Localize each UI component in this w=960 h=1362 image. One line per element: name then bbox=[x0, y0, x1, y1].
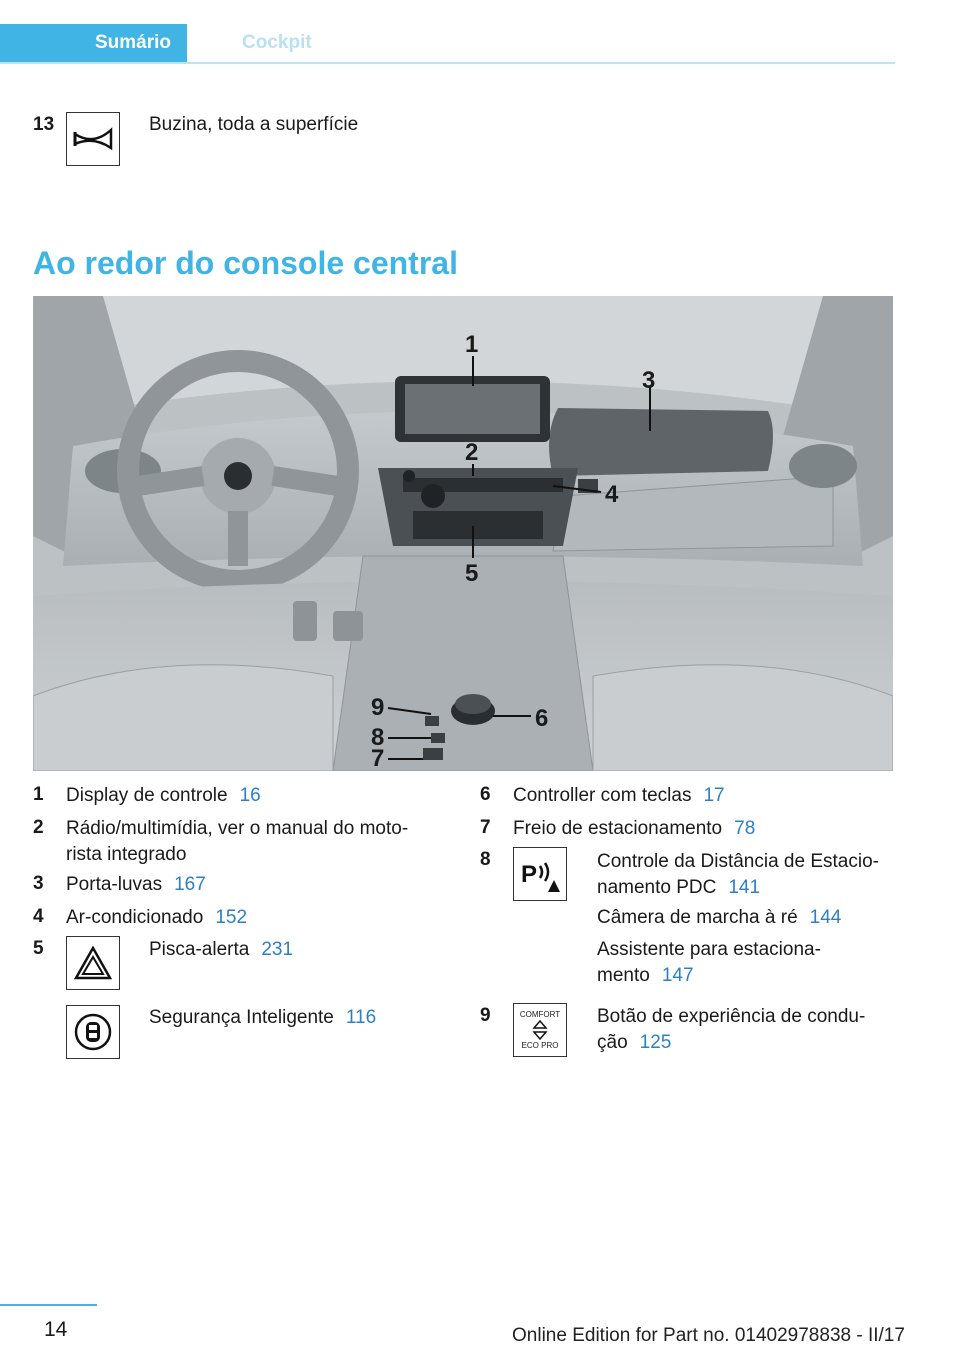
legend-item-8c bbox=[597, 937, 821, 989]
item-number: 4 bbox=[33, 906, 44, 927]
item-number: 2 bbox=[33, 817, 44, 838]
callout-9: 9 bbox=[371, 694, 385, 721]
callout-1: 1 bbox=[465, 331, 479, 358]
legend-text: Rádio/multimídia, ver o manual do moto- bbox=[66, 818, 409, 839]
item-number: 5 bbox=[33, 938, 44, 959]
legend-item-2 bbox=[66, 816, 408, 868]
item-number: 9 bbox=[480, 1005, 491, 1026]
item-number: 8 bbox=[480, 849, 491, 870]
legend-item-6 bbox=[513, 783, 725, 809]
driving-experience-switch-icon bbox=[513, 1003, 567, 1057]
page-link[interactable]: 147 bbox=[661, 965, 694, 986]
legend-text: Porta-luvas bbox=[66, 874, 163, 895]
page-link[interactable]: 231 bbox=[261, 939, 294, 960]
legend-text: Controle da Distância de Estacio- bbox=[597, 851, 879, 872]
legend-text: Pisca-alerta bbox=[149, 939, 250, 960]
legend-text: rista integrado bbox=[66, 844, 187, 865]
legend-item-5 bbox=[149, 937, 293, 963]
page-link[interactable]: 16 bbox=[239, 785, 261, 806]
legend-item-1 bbox=[66, 783, 261, 809]
page-link[interactable]: 167 bbox=[174, 874, 206, 895]
legend-text: Ar-condicionado bbox=[66, 907, 204, 928]
legend-text: Freio de estacionamento bbox=[513, 818, 723, 839]
legend-item-9 bbox=[597, 1004, 865, 1056]
park-distance-control-icon bbox=[513, 847, 567, 901]
page-link[interactable]: 144 bbox=[809, 907, 842, 928]
item-number: 1 bbox=[33, 784, 44, 805]
callout-8: 8 bbox=[371, 724, 385, 751]
legend-item-8a bbox=[597, 849, 879, 901]
callout-3: 3 bbox=[642, 367, 656, 394]
callout-5: 5 bbox=[465, 560, 479, 587]
page-link[interactable]: 78 bbox=[734, 818, 756, 839]
horn-icon bbox=[66, 112, 120, 166]
intelligent-safety-icon bbox=[66, 1005, 120, 1059]
tab-cockpit[interactable]: Cockpit bbox=[242, 32, 312, 53]
page-link[interactable]: 141 bbox=[728, 877, 761, 898]
svg-text:P: P bbox=[521, 861, 538, 888]
tab-sumario[interactable]: Sumário bbox=[0, 24, 187, 62]
section-title: Ao redor do console central bbox=[33, 245, 458, 281]
legend-item-8b bbox=[597, 905, 841, 931]
legend-item-5b bbox=[149, 1005, 376, 1031]
legend-text: Botão de experiência de condu- bbox=[597, 1006, 866, 1027]
legend-text: mento bbox=[597, 965, 650, 986]
page-link[interactable]: 17 bbox=[703, 785, 725, 806]
item-number: 7 bbox=[480, 817, 491, 838]
item-number: 13 bbox=[33, 114, 55, 135]
legend-text: ção bbox=[597, 1032, 628, 1053]
legend-item-4 bbox=[66, 905, 247, 931]
icon-label-ecopro: ECO PRO bbox=[521, 1041, 559, 1050]
callout-2: 2 bbox=[465, 439, 479, 466]
legend-item-3 bbox=[66, 872, 206, 898]
page-number: 14 bbox=[44, 1318, 68, 1341]
page-link[interactable]: 116 bbox=[345, 1007, 377, 1028]
legend-text: Controller com teclas bbox=[513, 785, 692, 806]
callout-4: 4 bbox=[605, 481, 619, 508]
legend-text: Câmera de marcha à ré bbox=[597, 907, 798, 928]
horn-label: Buzina, toda a superfície bbox=[149, 114, 359, 135]
callout-7: 7 bbox=[371, 745, 385, 771]
hazard-warning-icon bbox=[66, 936, 120, 990]
page-link[interactable]: 152 bbox=[215, 907, 248, 928]
arrows-updown-icon bbox=[530, 1019, 550, 1041]
item-number: 3 bbox=[33, 873, 44, 894]
horn-item bbox=[33, 112, 893, 170]
item-number: 6 bbox=[480, 784, 491, 805]
page-link[interactable]: 125 bbox=[639, 1032, 672, 1053]
legend-text: Segurança Inteligente bbox=[149, 1007, 334, 1028]
legend-text: namento PDC bbox=[597, 877, 717, 898]
footer-edition: Online Edition for Part no. 01402978838 - II/17 bbox=[512, 1325, 905, 1346]
icon-label-comfort: COMFORT bbox=[519, 1010, 561, 1019]
legend-text: Display de controle bbox=[66, 785, 228, 806]
callout-6: 6 bbox=[535, 705, 549, 732]
legend-item-7 bbox=[513, 816, 755, 842]
legend-text: Assistente para estaciona- bbox=[597, 939, 821, 960]
page-number-rule bbox=[0, 1304, 97, 1306]
header-tabbar bbox=[0, 24, 895, 64]
console-illustration bbox=[33, 296, 893, 771]
